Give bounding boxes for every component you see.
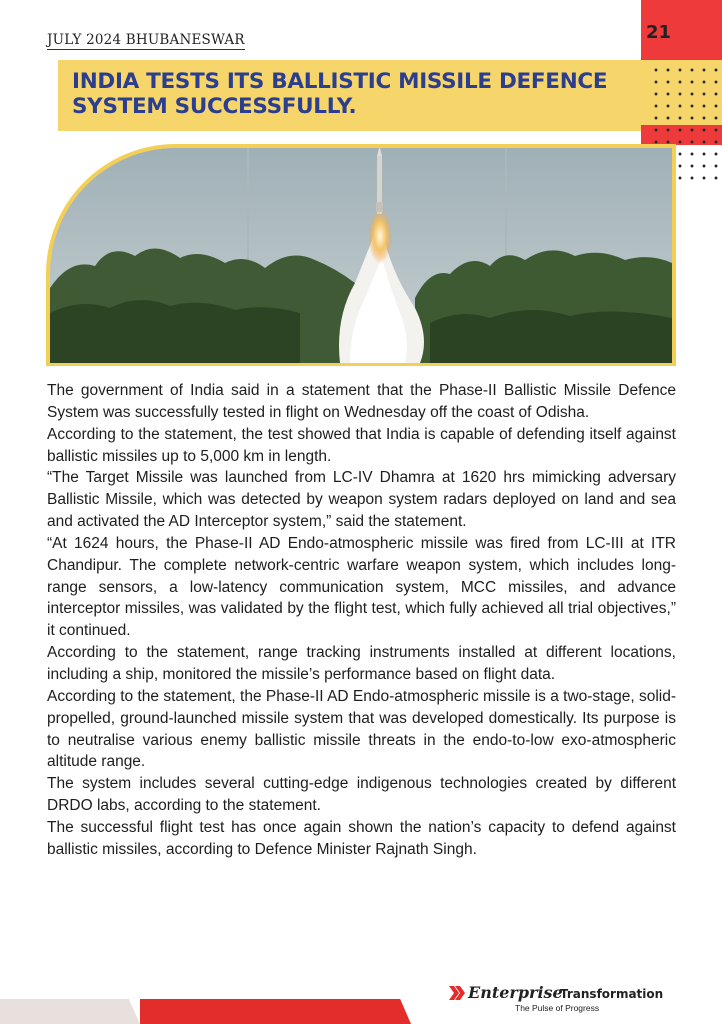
article-paragraph: According to the statement, the test showed that India is capable of defending itself against ballistic missiles up to 5,000 km in length. xyxy=(47,425,676,465)
missile-launch-photo xyxy=(50,148,672,363)
article-paragraph: According to the statement, range tracking instruments installed at different locations, including a ship, monitored the missile’s performance based on flight data. xyxy=(47,644,676,683)
brand-name-secondary: Transformation xyxy=(560,987,664,1001)
enterprise-chevron-icon xyxy=(449,986,465,1000)
article-paragraph: The successful flight test has once again shown the nation’s capacity to defend against ballistic missiles, according to Defence Minister Rajnath Singh. xyxy=(47,818,676,858)
article-paragraph: The government of India said in a statement that the Phase-II Ballistic Missile Defence System was successfully tested in flight on Wednesday off the coast of Odisha. xyxy=(47,382,676,421)
article-paragraph: The system includes several cutting-edge indigenous technologies created by different DRDO labs, according to the statement. xyxy=(47,775,676,815)
article-body xyxy=(47,380,676,861)
brand-name-primary: Enterprise xyxy=(468,983,563,1002)
article-paragraph: “The Target Missile was launched from LC-IV Dhamra at 1620 hrs mimicking adversary Ballistic Missile, which was detected by weapon system radars deployed on land and sea and activated the AD Interceptor system,” said the statement. xyxy=(47,469,676,531)
issue-dateline: JULY 2024 BHUBANESWAR xyxy=(47,32,245,48)
page-number: 21 xyxy=(646,22,672,43)
brand-logo xyxy=(449,985,689,1013)
footer-strip-grey xyxy=(0,999,140,1024)
article-paragraph: “At 1624 hours, the Phase-II AD Endo-atmospheric missile was fired from LC-III at ITR Chandipur. The complete network-centric warfare weapon system, which includes long-range sensors, a low-latency communication system, MCC missiles, and advance interceptor missiles, was validated by the flight test, which fully achieved all trial objectives,” it continued. xyxy=(47,534,676,640)
article-paragraph: According to the statement, the Phase-II AD Endo-atmospheric missile is a two-stage, solid-propelled, ground-launched missile system that was developed domestically. Its purpose is to neutralise various enemy ballistic missile threats in the endo-to-low exo-atmospheric altitude range. xyxy=(47,687,676,771)
article-headline: INDIA TESTS ITS BALLISTIC MISSILE DEFENCE SYSTEM SUCCESSFULLY. xyxy=(72,69,608,119)
brand-tagline: The Pulse of Progress xyxy=(515,1003,600,1013)
footer-strip-red xyxy=(140,999,411,1024)
